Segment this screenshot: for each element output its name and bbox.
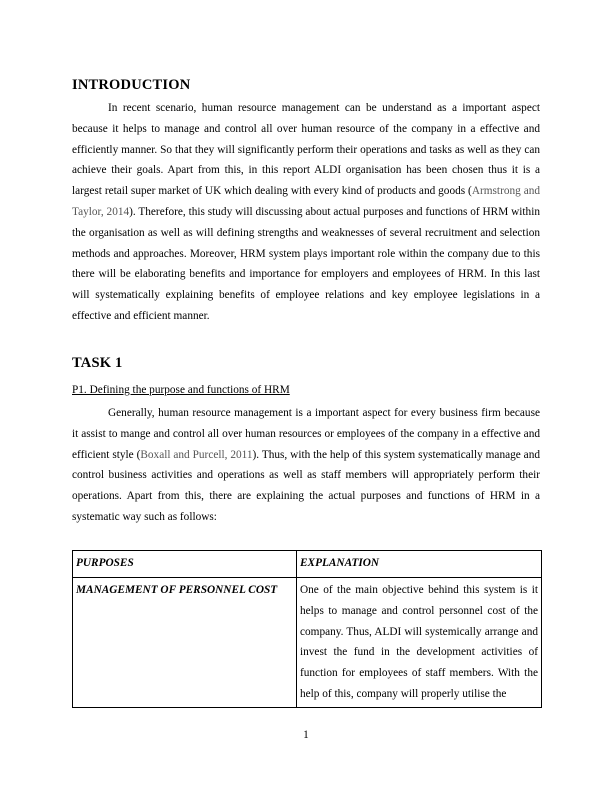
task1-citation: Boxall and Purcell, 2011 xyxy=(140,448,253,461)
task1-subheading: P1. Defining the purpose and functions of HRM xyxy=(72,384,290,396)
explanation-column-header: EXPLANATION xyxy=(297,551,542,578)
explanation-cell: One of the main objective behind this system is it helps to manage and control personnel cost of the company. Thus, ALDI will systemically arrange and invest the fund in the development activities of function for employees of staff members. With the help of this, company will properly utilise the xyxy=(297,578,542,708)
table-header-row xyxy=(73,551,542,578)
introduction-text-part-1: In recent scenario, human resource management can be understand as a important aspect because it helps to manage and control all over human resource of the company in a effective and efficiently manner. So that they will significantly perform their operations and tasks as well as they can achieve their goals. Apart from this, in this report ALDI organisation has been chosen thus it is a largest retail super market of UK which dealing with every kind of products and goods ( xyxy=(72,102,540,198)
introduction-citation: Armstrong and Taylor, 2014 xyxy=(72,185,540,218)
purposes-column-header: PURPOSES xyxy=(73,551,297,578)
purposes-table xyxy=(72,550,542,708)
introduction-paragraph xyxy=(72,98,540,327)
page-number: 1 xyxy=(303,729,309,741)
task1-paragraph xyxy=(72,403,540,528)
task1-heading: TASK 1 xyxy=(72,355,123,371)
introduction-text-part-2: ). Therefore, this study will discussing about actual purposes and functions of HRM within the organisation as well as will defining strengths and weaknesses of several recruitment and selection methods and approaches. Moreover, HRM system plays important role within the company due to this there will be elaborating benefits and importance for employers and employees of HRM. In this last will systematically explaining benefits of employee relations and key employee legislations in a effective and efficient manner. xyxy=(72,205,540,322)
purpose-cell: MANAGEMENT OF PERSONNEL COST xyxy=(73,578,297,708)
introduction-heading: INTRODUCTION xyxy=(72,77,191,93)
task1-text-part-1: Generally, human resource management is a important aspect for every business firm because it assist to mange and control all over human resources or employees of the company in a effective and efficient style ( xyxy=(72,407,540,461)
table-row xyxy=(73,578,542,708)
task1-text-part-2: ). Thus, with the help of this system systematically manage and control business activities and operations as well as staff members will appropriately perform their operations. Apart from this, there are explaining the actual purposes and functions of HRM in a systematic way such as follows: xyxy=(72,448,540,523)
